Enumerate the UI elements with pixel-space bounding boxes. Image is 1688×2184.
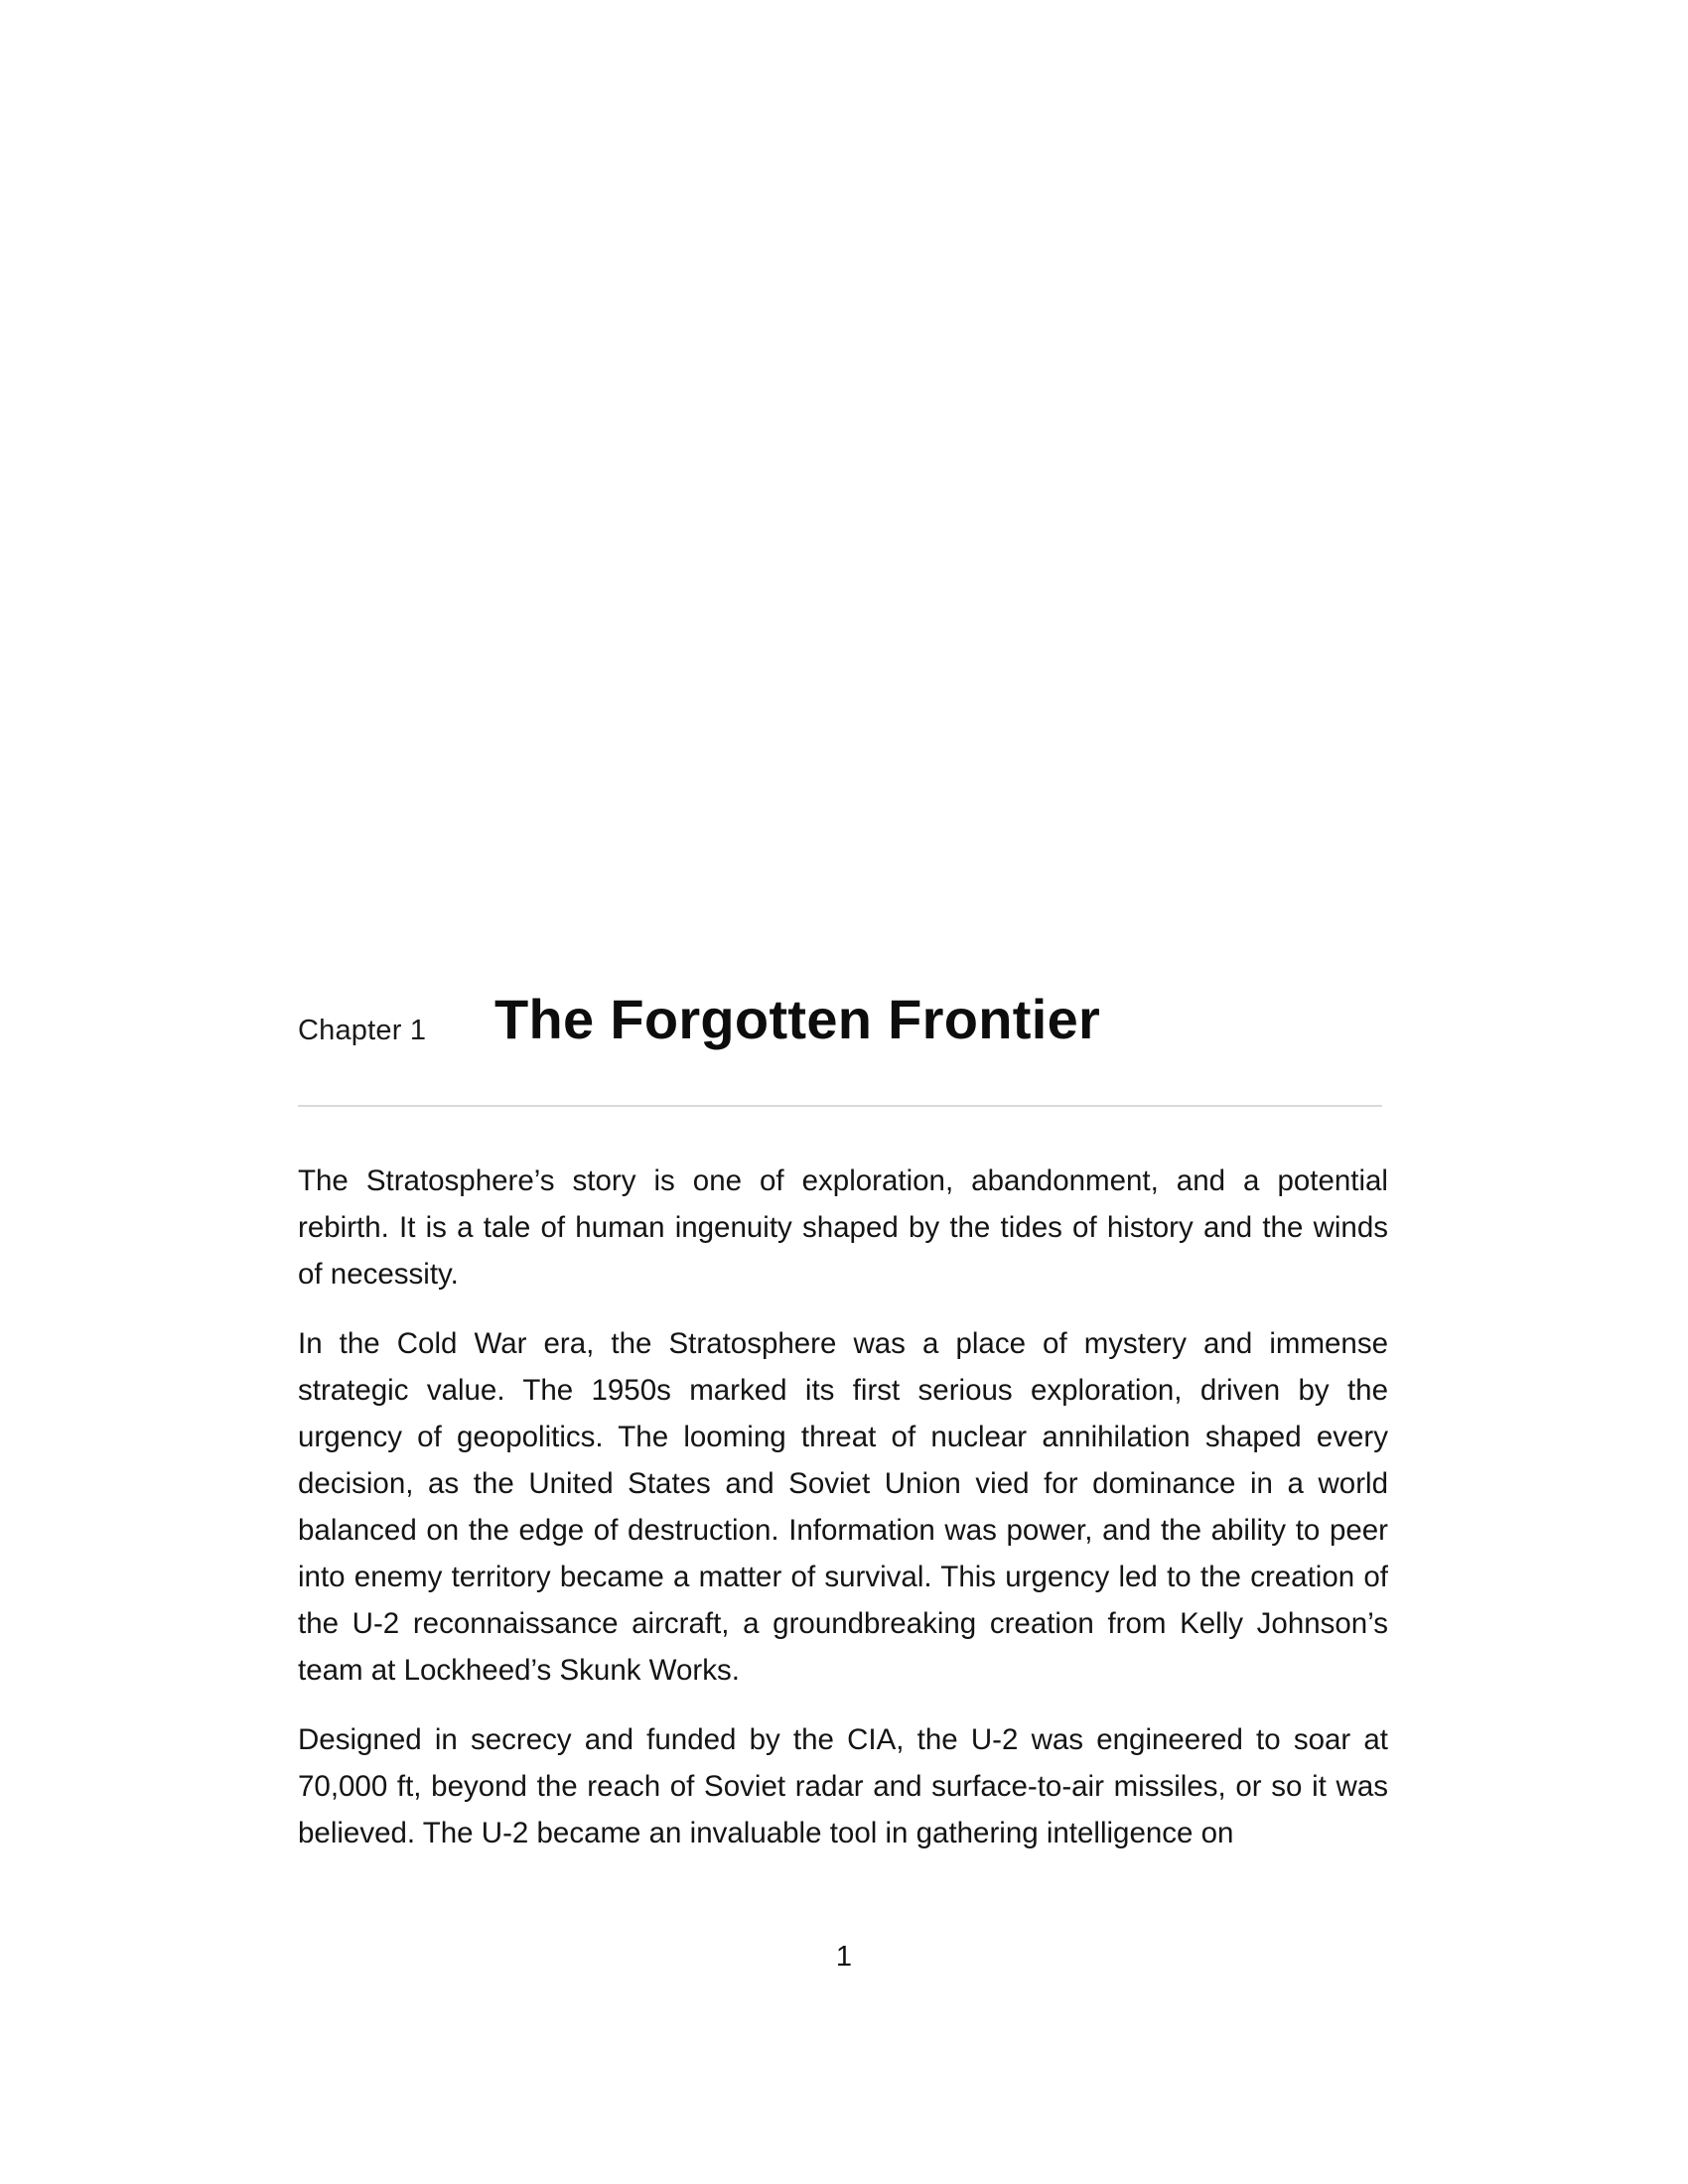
- page-number: 1: [835, 1941, 853, 1973]
- body-paragraph: Designed in secrecy and funded by the CIA, the U-2 was engineered to soar at 70,000 ft, beyond the reach of Soviet radar and surface-to-air missiles, or so it was believed. The U-2 became an invaluable tool in gathering intelligence on: [298, 1723, 1388, 1849]
- chapter-label: Chapter 1: [298, 1015, 427, 1046]
- body-paragraph: The Stratosphere’s story is one of exploration, abandonment, and a potential rebirth. It is a tale of human ingenuity shaped by the tides of history and the winds of necessity.: [298, 1164, 1388, 1291]
- chapter-body: [298, 1158, 1388, 1879]
- chapter-header: [298, 983, 1382, 1062]
- body-paragraph: In the Cold War era, the Stratosphere was a place of mystery and immense strategic value. The 1950s marked its first serious exploration, driven by the urgency of geopolitics. The looming threat of nuclear annihilation shaped every decision, as the United States and Soviet Union vied for dominance in a world balanced on the edge of destruction. Information was power, and the ability to peer into enemy territory became a matter of survival. This urgency led to the creation of the U-2 reconnaissance aircraft, a groundbreaking creation from Kelly Johnson’s team at Lockheed’s Skunk Works.: [298, 1327, 1388, 1687]
- chapter-title: The Forgotten Frontier: [494, 988, 1101, 1050]
- chapter-divider: [298, 1105, 1382, 1107]
